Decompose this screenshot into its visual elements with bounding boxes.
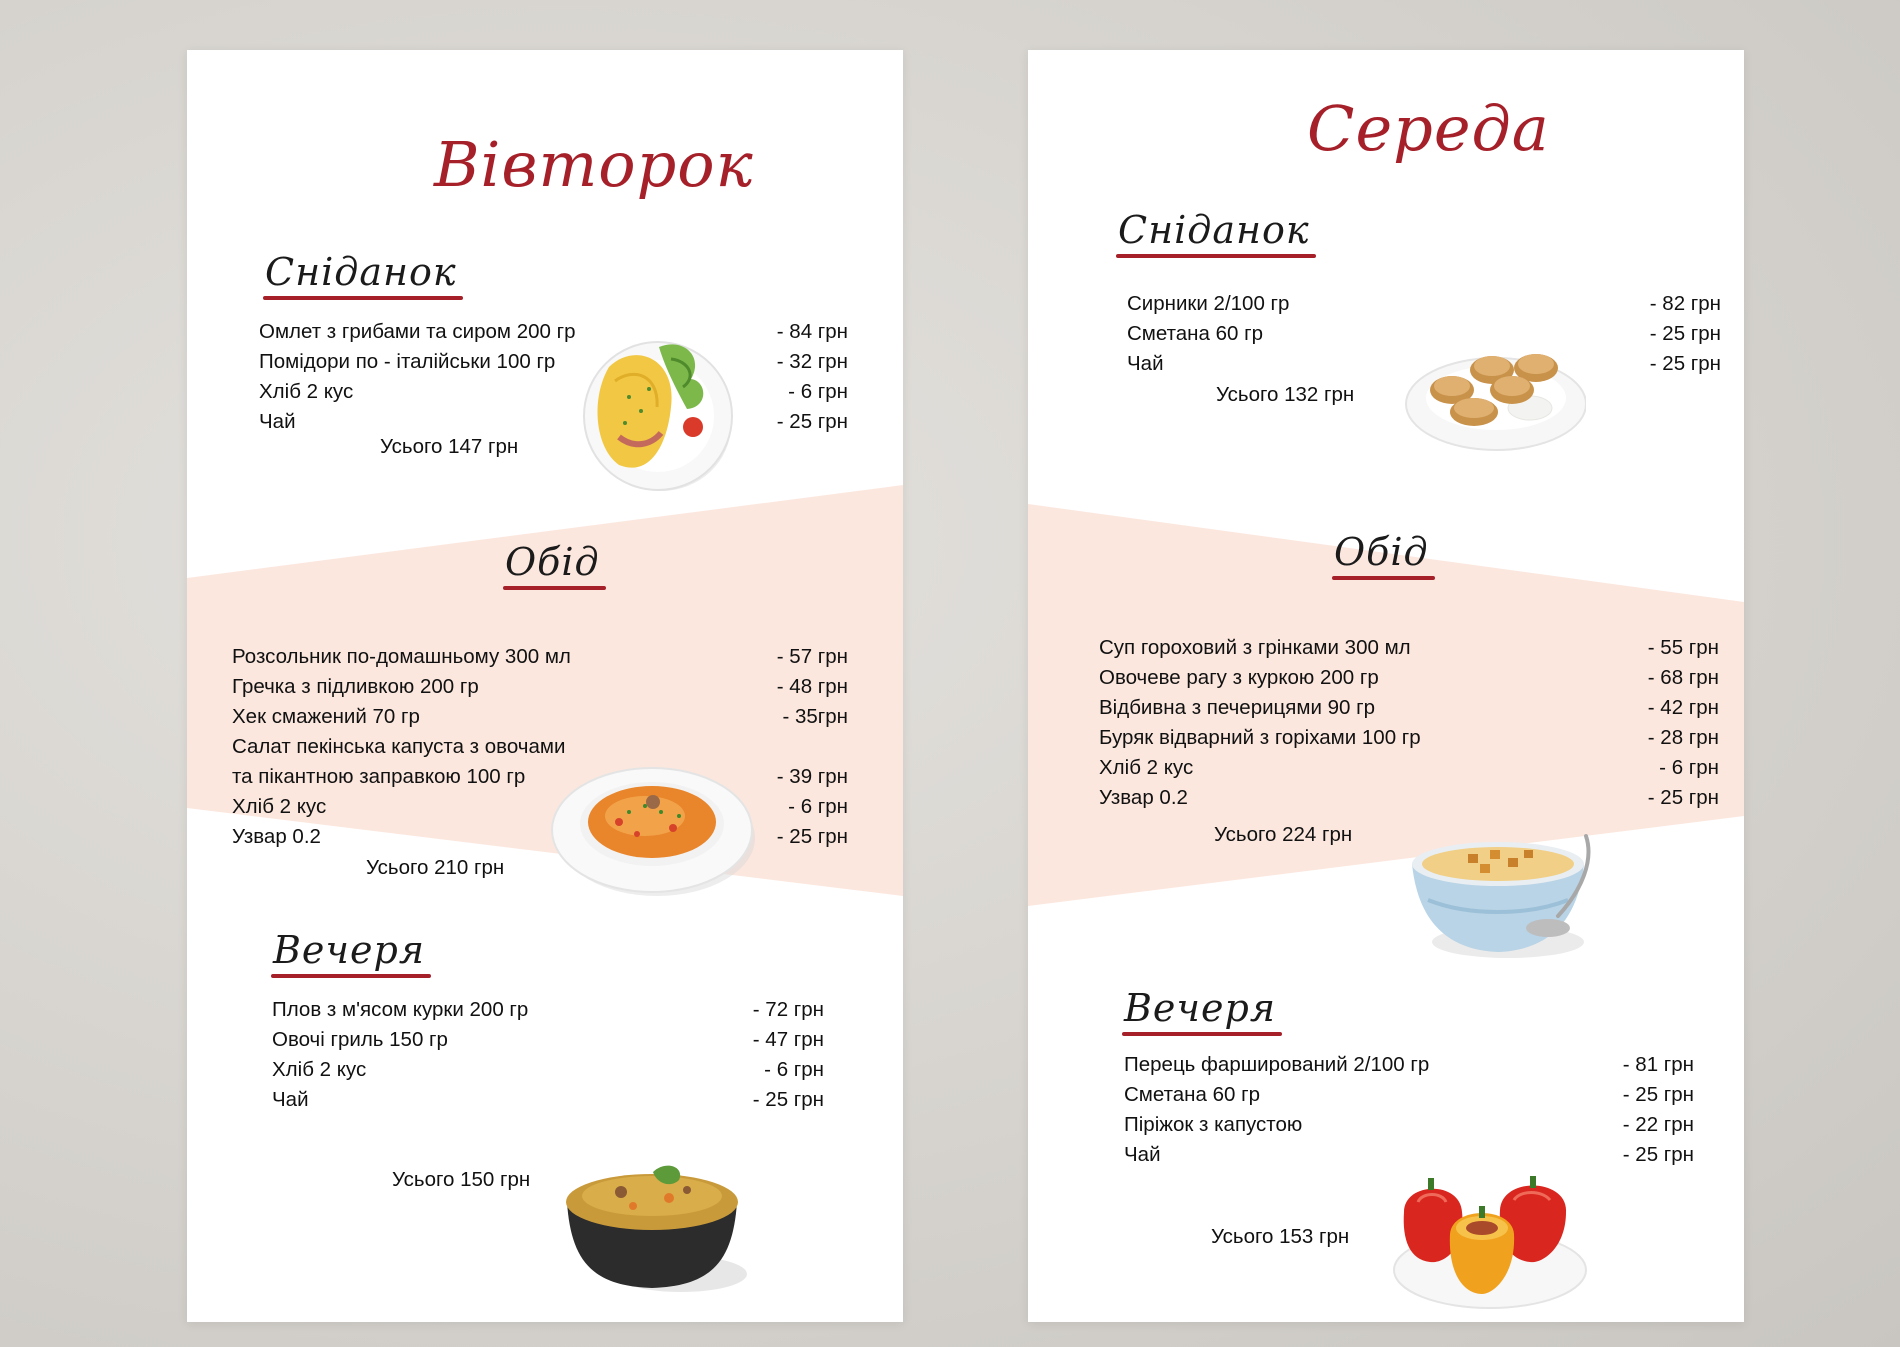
item-price: - 25 грн — [1650, 349, 1721, 379]
meal-title-breakfast: Сніданок — [1118, 208, 1310, 252]
item-price: - 6 грн — [788, 377, 848, 407]
item-price: - 32 грн — [777, 347, 848, 377]
menu-item — [232, 732, 848, 762]
item-price: - 25 грн — [1650, 319, 1721, 349]
item-name: Хек смажений 70 гр — [232, 705, 420, 728]
menu-item — [272, 1055, 824, 1085]
menu-item — [272, 1085, 824, 1115]
meal-total: Усього 153 грн — [1211, 1225, 1350, 1248]
item-name: та пікантною заправкою 100 гр — [232, 765, 526, 788]
omelette-plate-icon — [579, 337, 737, 495]
item-name: Салат пекінська капуста з овочами — [232, 735, 566, 758]
item-name: Овочеве рагу з куркою 200 гр — [1099, 666, 1379, 689]
menu-item — [1099, 783, 1719, 813]
item-name: Розсольник по-домашньому 300 мл — [232, 645, 571, 668]
meal-title-breakfast: Сніданок — [265, 250, 457, 294]
lunch-items — [1099, 633, 1719, 813]
item-name: Овочі гриль 150 гр — [272, 1028, 448, 1051]
item-name: Піріжок з капустою — [1124, 1113, 1303, 1136]
item-name: Гречка з підливкою 200 гр — [232, 675, 479, 698]
item-price: - 55 грн — [1648, 633, 1719, 663]
item-price: - 25 грн — [777, 822, 848, 852]
meal-title-dinner: Вечеря — [273, 928, 426, 972]
item-name: Чай — [259, 410, 296, 433]
menu-item — [1099, 723, 1719, 753]
menu-item — [1099, 693, 1719, 723]
item-name: Хліб 2 кус — [259, 380, 354, 403]
item-name: Сирники 2/100 гр — [1127, 292, 1290, 315]
item-name: Узвар 0.2 — [232, 825, 321, 848]
menu-item — [259, 317, 848, 347]
item-name: Плов з м'ясом курки 200 гр — [272, 998, 529, 1021]
item-name: Сметана 60 гр — [1124, 1083, 1260, 1106]
item-price: - 22 грн — [1623, 1110, 1694, 1140]
menu-item — [1099, 753, 1719, 783]
menu-item — [1124, 1110, 1694, 1140]
item-price: - 68 грн — [1648, 663, 1719, 693]
item-price: - 25 грн — [1623, 1140, 1694, 1170]
item-price: - 72 грн — [753, 995, 824, 1025]
soup-plate-icon — [549, 762, 759, 898]
menu-page-tuesday — [187, 50, 903, 1322]
syrniki-plate-icon — [1400, 332, 1586, 454]
menu-item — [1124, 1080, 1694, 1110]
item-price: - 28 грн — [1648, 723, 1719, 753]
item-name: Хліб 2 кус — [232, 795, 327, 818]
menu-item — [259, 347, 848, 377]
menu-page-wednesday — [1028, 50, 1744, 1322]
item-price: - 35грн — [782, 702, 848, 732]
item-name: Перець фарширований 2/100 гр — [1124, 1053, 1430, 1076]
dinner-items — [272, 995, 824, 1115]
meal-title-dinner: Вечеря — [1124, 986, 1277, 1030]
item-name: Чай — [272, 1088, 309, 1111]
meal-title-lunch: Обід — [1334, 530, 1429, 574]
item-price: - 42 грн — [1648, 693, 1719, 723]
item-price: - 39 грн — [777, 762, 848, 792]
item-name: Узвар 0.2 — [1099, 786, 1188, 809]
item-name: Чай — [1127, 352, 1164, 375]
meal-total: Усього 147 грн — [380, 435, 519, 458]
item-name: Хліб 2 кус — [272, 1058, 367, 1081]
item-name: Хліб 2 кус — [1099, 756, 1194, 779]
item-name: Чай — [1124, 1143, 1161, 1166]
item-price: - 47 грн — [753, 1025, 824, 1055]
menu-item — [1124, 1050, 1694, 1080]
day-title: Вівторок — [434, 128, 754, 201]
menu-item — [1099, 663, 1719, 693]
item-price: - 25 грн — [777, 407, 848, 437]
pilaf-bowl-icon — [561, 1162, 751, 1298]
pea-soup-bowl-icon — [1408, 830, 1604, 962]
day-title: Середа — [1307, 92, 1550, 165]
item-name: Суп гороховий з грінками 300 мл — [1099, 636, 1411, 659]
meal-title-lunch: Обід — [505, 540, 600, 584]
item-price: - 81 грн — [1623, 1050, 1694, 1080]
item-name: Помідори по - італійськи 100 гр — [259, 350, 556, 373]
item-name: Сметана 60 гр — [1127, 322, 1263, 345]
item-price: - 6 грн — [764, 1055, 824, 1085]
item-price: - 25 грн — [1648, 783, 1719, 813]
menu-item — [272, 995, 824, 1025]
menu-item — [259, 377, 848, 407]
item-name: Омлет з грибами та сиром 200 гр — [259, 320, 576, 343]
item-price: - 48 грн — [777, 672, 848, 702]
menu-item — [232, 702, 848, 732]
menu-item — [259, 407, 848, 437]
item-name: Відбивна з печерицями 90 гр — [1099, 696, 1375, 719]
item-price: - 84 грн — [777, 317, 848, 347]
breakfast-items — [259, 317, 848, 437]
menu-item — [1099, 633, 1719, 663]
dinner-items — [1124, 1050, 1694, 1170]
menu-item — [1127, 289, 1721, 319]
stuffed-peppers-plate-icon — [1390, 1162, 1590, 1312]
item-price: - 6 грн — [1659, 753, 1719, 783]
meal-total: Усього 132 грн — [1216, 383, 1355, 406]
item-price: - 57 грн — [777, 642, 848, 672]
menu-item — [232, 672, 848, 702]
meal-total: Усього 210 грн — [366, 856, 505, 879]
menu-item — [272, 1025, 824, 1055]
item-price: - 25 грн — [753, 1085, 824, 1115]
item-price: - 82 грн — [1650, 289, 1721, 319]
item-price: - 25 грн — [1623, 1080, 1694, 1110]
menu-item — [232, 642, 848, 672]
item-name: Буряк відварний з горіхами 100 гр — [1099, 726, 1421, 749]
item-price: - 6 грн — [788, 792, 848, 822]
meal-total: Усього 150 грн — [392, 1168, 531, 1191]
meal-total: Усього 224 грн — [1214, 823, 1353, 846]
